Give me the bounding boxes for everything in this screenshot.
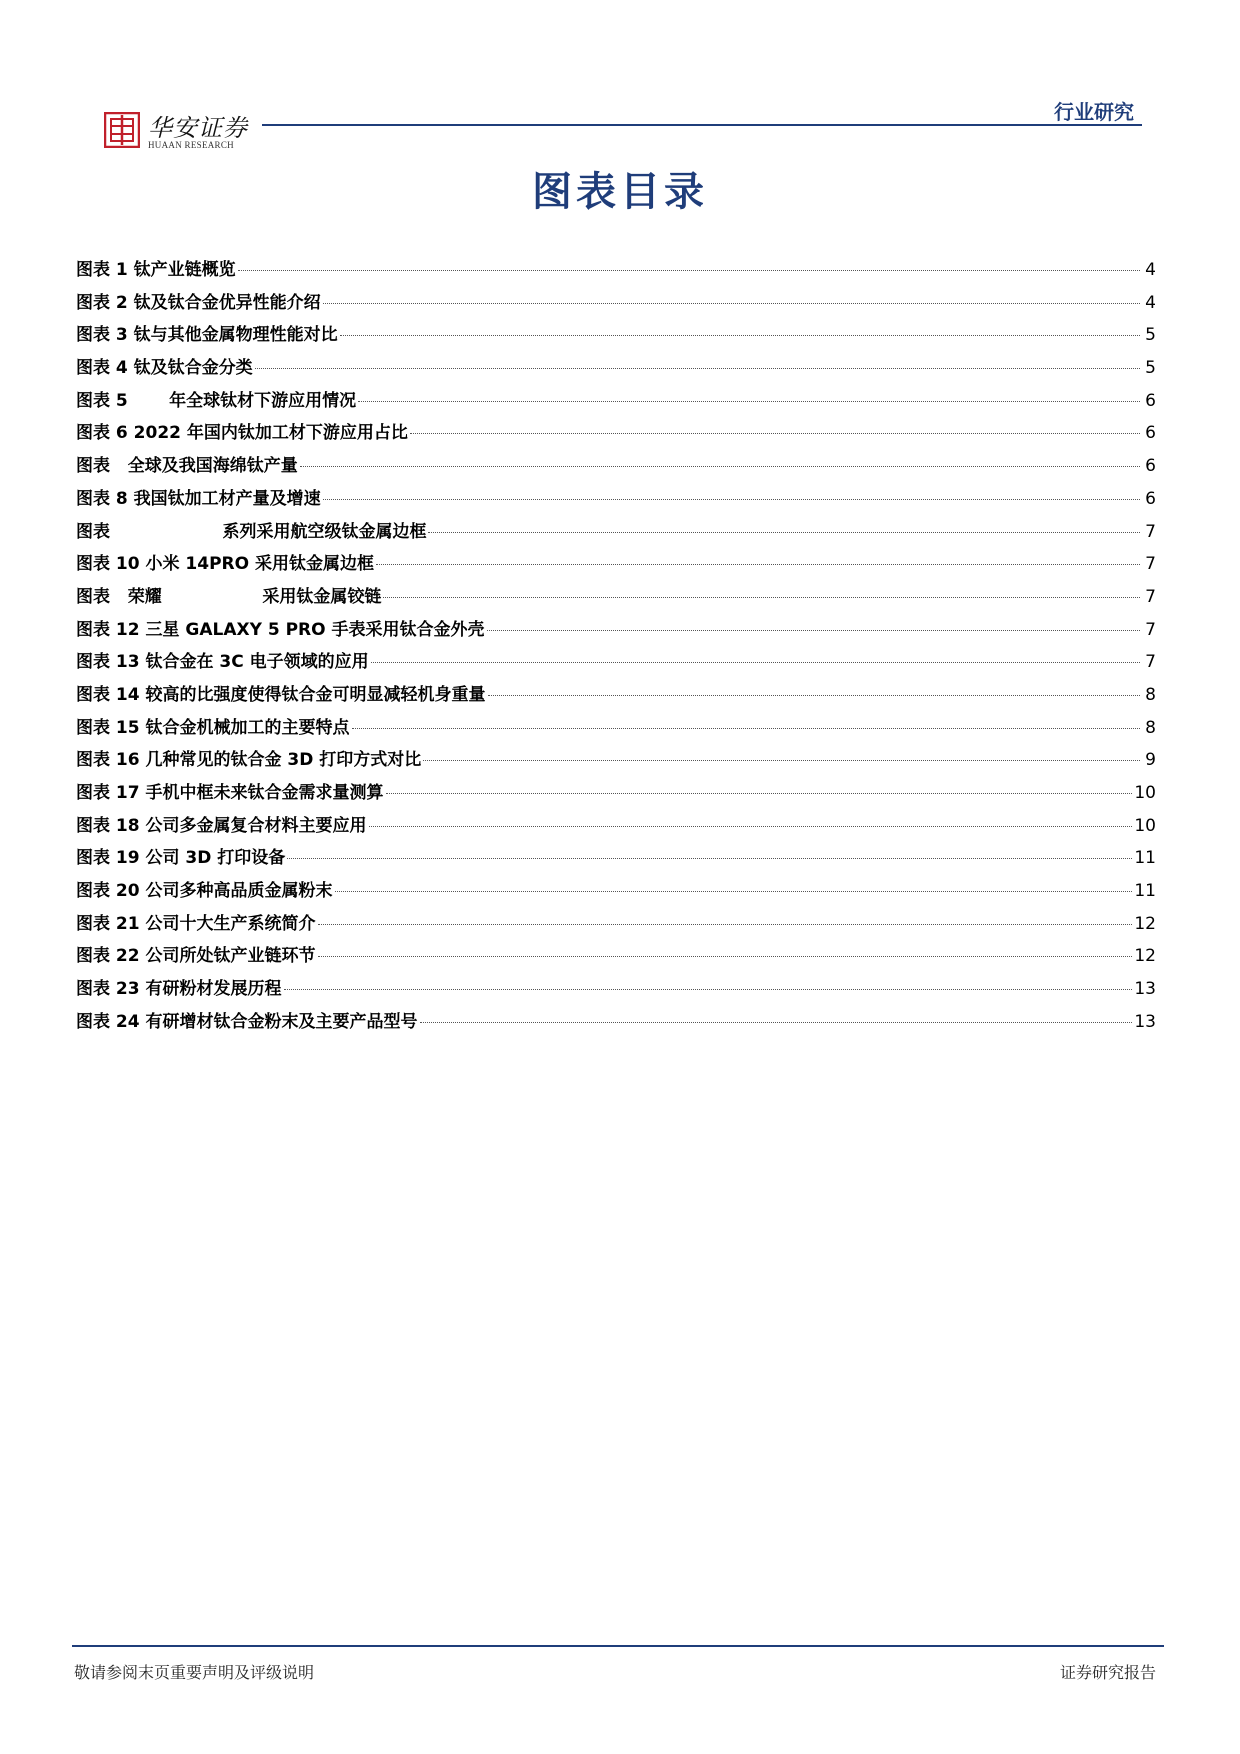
toc-entry[interactable] — [76, 288, 1156, 321]
toc-entry-label: 图表 20 公司多种高品质金属粉末 — [76, 881, 333, 902]
toc-entry-page: 6 — [1145, 423, 1156, 444]
toc-entry-label: 图表 23 有研粉材发展历程 — [76, 979, 282, 1000]
footer-divider — [72, 1645, 1164, 1647]
toc-leader-dots — [323, 303, 1140, 304]
toc-leader-dots — [284, 989, 1133, 990]
toc-leader-dots — [487, 630, 1140, 631]
toc-entry-label: 图表 15 钛合金机械加工的主要特点 — [76, 717, 350, 738]
toc-entry[interactable] — [76, 843, 1156, 876]
toc-entry[interactable] — [76, 615, 1156, 648]
toc-leader-dots — [371, 662, 1140, 663]
toc-entry-label: 图表 22 公司所处钛产业链环节 — [76, 946, 316, 967]
toc-entry[interactable] — [76, 320, 1156, 353]
footer-disclaimer: 敬请参阅末页重要声明及评级说明 — [74, 1663, 315, 1682]
toc-entry-label: 图表 1 钛产业链概览 — [76, 260, 236, 280]
page-title: 图表目录 — [532, 169, 708, 215]
toc-leader-dots — [318, 956, 1133, 957]
toc-entry[interactable] — [76, 1007, 1156, 1040]
huaan-logo-icon — [104, 112, 140, 148]
toc-entry-label: 图表 19 公司 3D 打印设备 — [76, 848, 286, 869]
section-label: 行业研究 — [1054, 100, 1134, 124]
table-of-figures — [76, 255, 1156, 1040]
toc-leader-dots — [369, 826, 1133, 827]
toc-entry[interactable] — [76, 386, 1156, 419]
toc-leader-dots — [376, 564, 1140, 565]
toc-entry-label: 图表 5 年全球钛材下游应用情况 — [76, 390, 357, 411]
toc-entry[interactable] — [76, 484, 1156, 517]
toc-entry-label: 图表 12 三星 GALAXY 5 PRO 手表采用钛合金外壳 — [76, 619, 485, 640]
toc-entry-page: 4 — [1145, 292, 1156, 313]
toc-entry-page: 13 — [1134, 1011, 1156, 1032]
logo-chinese-name: 华安证券 — [148, 114, 248, 142]
toc-leader-dots — [423, 760, 1140, 761]
toc-entry[interactable] — [76, 745, 1156, 778]
logo-english-name: HUAAN RESEARCH — [148, 140, 234, 150]
toc-entry-label: 图表 16 几种常见的钛合金 3D 打印方式对比 — [76, 750, 422, 771]
toc-entry-page: 8 — [1145, 684, 1156, 705]
toc-leader-dots — [352, 728, 1141, 729]
toc-entry[interactable] — [76, 778, 1156, 811]
toc-entry-label: 图表 系列采用航空级钛金属边框 — [76, 521, 427, 542]
toc-leader-dots — [386, 793, 1133, 794]
toc-entry[interactable] — [76, 353, 1156, 386]
toc-leader-dots — [287, 858, 1132, 859]
toc-entry-page: 11 — [1134, 848, 1156, 869]
toc-leader-dots — [488, 695, 1141, 696]
toc-entry-page: 6 — [1145, 456, 1156, 477]
toc-entry-page: 7 — [1145, 521, 1156, 542]
toc-leader-dots — [255, 368, 1140, 369]
toc-entry-label: 图表 10 小米 14PRO 采用钛金属边框 — [76, 554, 374, 575]
toc-entry-page: 13 — [1134, 979, 1156, 1000]
toc-entry-page: 12 — [1134, 913, 1156, 934]
toc-entry-page: 8 — [1145, 717, 1156, 738]
toc-entry-label: 图表 6 2022 年国内钛加工材下游应用占比 — [76, 423, 408, 444]
toc-entry-page: 7 — [1145, 652, 1156, 673]
toc-entry[interactable] — [76, 974, 1156, 1007]
toc-entry-page: 7 — [1145, 619, 1156, 640]
toc-entry-label: 图表 13 钛合金在 3C 电子领域的应用 — [76, 652, 369, 673]
toc-entry-label: 图表 21 公司十大生产系统简介 — [76, 913, 316, 934]
toc-entry-label: 图表 4 钛及钛合金分类 — [76, 358, 253, 379]
toc-leader-dots — [335, 891, 1133, 892]
toc-leader-dots — [318, 924, 1133, 925]
toc-entry[interactable] — [76, 909, 1156, 942]
toc-entry[interactable] — [76, 517, 1156, 550]
toc-leader-dots — [323, 499, 1140, 500]
toc-entry-page: 10 — [1134, 815, 1156, 836]
toc-entry[interactable] — [76, 713, 1156, 746]
toc-entry-page: 9 — [1145, 750, 1156, 771]
toc-entry-label: 图表 2 钛及钛合金优异性能介绍 — [76, 292, 321, 313]
toc-entry-page: 6 — [1145, 488, 1156, 509]
toc-entry-label: 图表 18 公司多金属复合材料主要应用 — [76, 815, 367, 836]
toc-entry-label: 图表 荣耀 采用钛金属铰链 — [76, 586, 382, 607]
toc-entry-page: 6 — [1145, 390, 1156, 411]
header-divider — [262, 124, 1142, 126]
toc-entry[interactable] — [76, 582, 1156, 615]
toc-leader-dots — [428, 532, 1140, 533]
toc-entry[interactable] — [76, 549, 1156, 582]
toc-entry[interactable] — [76, 811, 1156, 844]
toc-entry-page: 10 — [1134, 783, 1156, 803]
toc-entry[interactable] — [76, 255, 1156, 288]
toc-entry-label: 图表 全球及我国海绵钛产量 — [76, 456, 298, 477]
toc-entry-page: 7 — [1145, 554, 1156, 575]
toc-entry[interactable] — [76, 451, 1156, 484]
toc-entry-page: 11 — [1134, 881, 1156, 902]
page-header — [100, 92, 1140, 152]
toc-entry-page: 4 — [1145, 260, 1156, 280]
toc-entry-label: 图表 24 有研增材钛合金粉末及主要产品型号 — [76, 1011, 418, 1032]
toc-entry[interactable] — [76, 647, 1156, 680]
footer-report-type: 证券研究报告 — [1059, 1663, 1156, 1682]
toc-leader-dots — [300, 466, 1140, 467]
toc-entry[interactable] — [76, 876, 1156, 909]
toc-entry-label: 图表 8 我国钛加工材产量及增速 — [76, 488, 321, 509]
toc-entry[interactable] — [76, 418, 1156, 451]
toc-leader-dots — [358, 401, 1140, 402]
toc-entry-label: 图表 14 较高的比强度使得钛合金可明显减轻机身重量 — [76, 684, 486, 705]
toc-leader-dots — [420, 1022, 1133, 1023]
toc-entry-page: 12 — [1134, 946, 1156, 967]
toc-leader-dots — [383, 597, 1140, 598]
toc-entry-page: 5 — [1145, 358, 1156, 379]
toc-entry[interactable] — [76, 941, 1156, 974]
toc-leader-dots — [238, 270, 1140, 271]
toc-entry-page: 7 — [1145, 586, 1156, 607]
toc-leader-dots — [340, 335, 1140, 336]
toc-leader-dots — [410, 433, 1140, 434]
toc-entry-page: 5 — [1145, 325, 1156, 346]
toc-entry-label: 图表 17 手机中框未来钛合金需求量测算 — [76, 783, 384, 803]
toc-entry[interactable] — [76, 680, 1156, 713]
toc-entry-label: 图表 3 钛与其他金属物理性能对比 — [76, 325, 338, 346]
